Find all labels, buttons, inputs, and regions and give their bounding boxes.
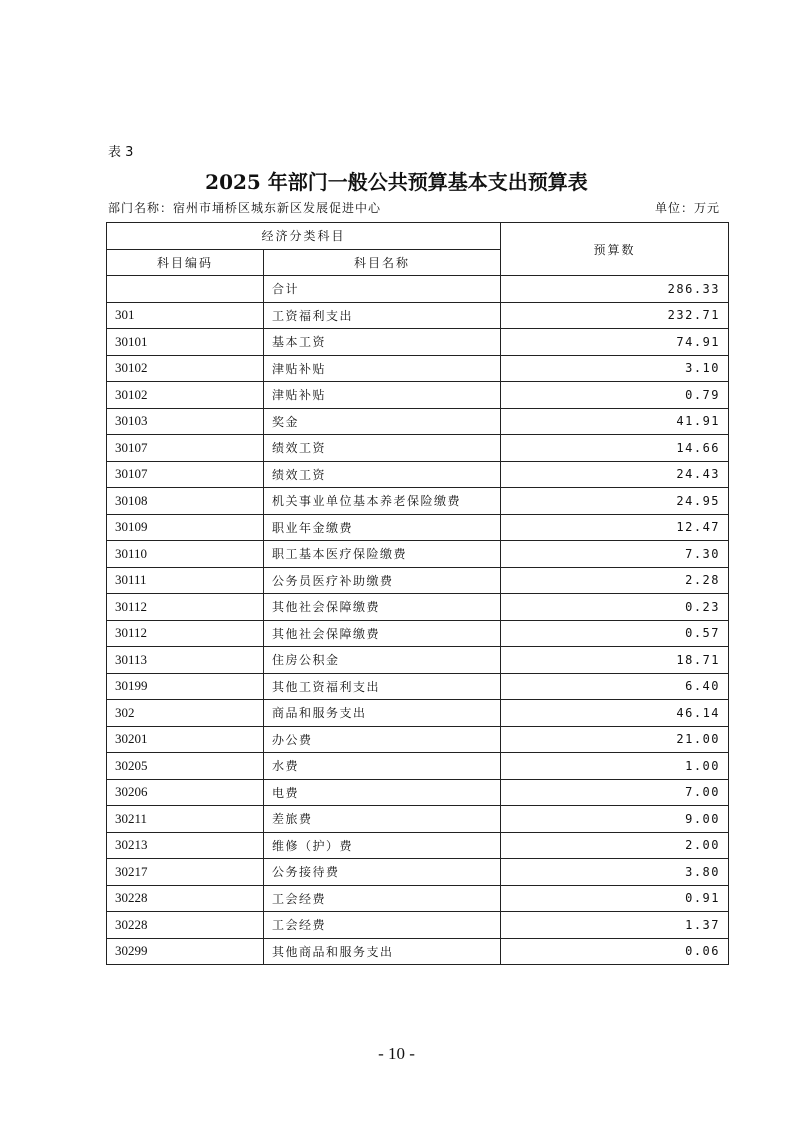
subject-name-cell: 其他工资福利支出 (264, 673, 501, 700)
budget-amount-cell: 2.00 (501, 832, 729, 859)
subject-name-cell: 合计 (264, 276, 501, 303)
table-row (107, 382, 729, 409)
subject-code-cell: 30211 (107, 806, 264, 833)
table-row (107, 541, 729, 568)
budget-amount-cell: 232.71 (501, 302, 729, 329)
subject-name-cell: 住房公积金 (264, 647, 501, 674)
subject-name-cell: 电费 (264, 779, 501, 806)
header-subject-name: 科目名称 (264, 249, 501, 276)
subject-code-cell: 30199 (107, 673, 264, 700)
subject-name-cell: 差旅费 (264, 806, 501, 833)
budget-amount-cell: 18.71 (501, 647, 729, 674)
subject-name-cell: 绩效工资 (264, 435, 501, 462)
subject-code-cell: 30107 (107, 435, 264, 462)
subject-code-cell: 30111 (107, 567, 264, 594)
subject-name-cell: 机关事业单位基本养老保险缴费 (264, 488, 501, 515)
table-row (107, 567, 729, 594)
subject-code-cell: 301 (107, 302, 264, 329)
budget-amount-cell: 21.00 (501, 726, 729, 753)
header-subject-code: 科目编码 (107, 249, 264, 276)
table-row (107, 647, 729, 674)
budget-amount-cell: 14.66 (501, 435, 729, 462)
subject-code-cell: 30228 (107, 885, 264, 912)
subject-code-cell: 30112 (107, 620, 264, 647)
unit-label: 单位：万元 (654, 201, 720, 215)
budget-amount-cell: 3.80 (501, 859, 729, 886)
subject-name-cell: 办公费 (264, 726, 501, 753)
table-row (107, 488, 729, 515)
table-row (107, 329, 729, 356)
subject-name-cell: 其他商品和服务支出 (264, 938, 501, 965)
subject-name-cell: 维修（护）费 (264, 832, 501, 859)
table-row (107, 276, 729, 303)
subject-code-cell: 30102 (107, 382, 264, 409)
subject-name-cell: 职业年金缴费 (264, 514, 501, 541)
page-number: - 10 - (378, 1044, 415, 1063)
table-row (107, 806, 729, 833)
table-row (107, 832, 729, 859)
table-row (107, 302, 729, 329)
budget-table (106, 222, 729, 965)
table-body (107, 276, 729, 965)
subject-name-cell: 其他社会保障缴费 (264, 594, 501, 621)
budget-amount-cell: 2.28 (501, 567, 729, 594)
subject-code-cell: 30108 (107, 488, 264, 515)
budget-amount-cell: 24.43 (501, 461, 729, 488)
table-row (107, 673, 729, 700)
budget-amount-cell: 0.91 (501, 885, 729, 912)
table-row (107, 859, 729, 886)
subject-name-cell: 工资福利支出 (264, 302, 501, 329)
budget-amount-cell: 286.33 (501, 276, 729, 303)
subject-code-cell (107, 276, 264, 303)
header-budget-amount: 预算数 (501, 223, 729, 276)
subject-name-cell: 商品和服务支出 (264, 700, 501, 727)
table-label: 表 3 (108, 145, 134, 160)
budget-amount-cell: 0.57 (501, 620, 729, 647)
subject-name-cell: 其他社会保障缴费 (264, 620, 501, 647)
subject-code-cell: 30112 (107, 594, 264, 621)
meta-row (108, 199, 720, 216)
budget-amount-cell: 0.23 (501, 594, 729, 621)
subject-name-cell: 职工基本医疗保险缴费 (264, 541, 501, 568)
table-row (107, 885, 729, 912)
table-row (107, 753, 729, 780)
budget-amount-cell: 1.00 (501, 753, 729, 780)
document-title: 2025 年部门一般公共预算基本支出预算表 (205, 170, 588, 194)
table-row (107, 912, 729, 939)
subject-code-cell: 30103 (107, 408, 264, 435)
table-row (107, 355, 729, 382)
subject-code-cell: 30228 (107, 912, 264, 939)
budget-amount-cell: 7.30 (501, 541, 729, 568)
subject-code-cell: 30213 (107, 832, 264, 859)
budget-amount-cell: 7.00 (501, 779, 729, 806)
table-row (107, 461, 729, 488)
subject-code-cell: 30101 (107, 329, 264, 356)
budget-amount-cell: 3.10 (501, 355, 729, 382)
table-row (107, 408, 729, 435)
budget-amount-cell: 41.91 (501, 408, 729, 435)
subject-name-cell: 公务接待费 (264, 859, 501, 886)
budget-amount-cell: 24.95 (501, 488, 729, 515)
budget-amount-cell: 0.06 (501, 938, 729, 965)
table-row (107, 938, 729, 965)
subject-code-cell: 30107 (107, 461, 264, 488)
subject-name-cell: 工会经费 (264, 885, 501, 912)
budget-amount-cell: 12.47 (501, 514, 729, 541)
budget-amount-cell: 74.91 (501, 329, 729, 356)
budget-amount-cell: 1.37 (501, 912, 729, 939)
subject-name-cell: 奖金 (264, 408, 501, 435)
subject-name-cell: 津贴补贴 (264, 355, 501, 382)
header-economic-classification: 经济分类科目 (107, 223, 501, 250)
table-row (107, 435, 729, 462)
subject-code-cell: 30206 (107, 779, 264, 806)
budget-amount-cell: 6.40 (501, 673, 729, 700)
subject-code-cell: 30299 (107, 938, 264, 965)
subject-code-cell: 30110 (107, 541, 264, 568)
subject-name-cell: 基本工资 (264, 329, 501, 356)
subject-name-cell: 工会经费 (264, 912, 501, 939)
subject-name-cell: 绩效工资 (264, 461, 501, 488)
subject-code-cell: 30102 (107, 355, 264, 382)
subject-name-cell: 公务员医疗补助缴费 (264, 567, 501, 594)
table-row (107, 620, 729, 647)
subject-code-cell: 30217 (107, 859, 264, 886)
subject-code-cell: 302 (107, 700, 264, 727)
department-name: 部门名称：宿州市埇桥区城东新区发展促进中心 (108, 201, 382, 215)
table-row (107, 514, 729, 541)
table-row (107, 779, 729, 806)
table-row (107, 700, 729, 727)
budget-amount-cell: 9.00 (501, 806, 729, 833)
table-row (107, 594, 729, 621)
table-row (107, 726, 729, 753)
budget-amount-cell: 0.79 (501, 382, 729, 409)
subject-code-cell: 30201 (107, 726, 264, 753)
subject-code-cell: 30109 (107, 514, 264, 541)
subject-code-cell: 30205 (107, 753, 264, 780)
subject-code-cell: 30113 (107, 647, 264, 674)
subject-name-cell: 津贴补贴 (264, 382, 501, 409)
subject-name-cell: 水费 (264, 753, 501, 780)
budget-amount-cell: 46.14 (501, 700, 729, 727)
